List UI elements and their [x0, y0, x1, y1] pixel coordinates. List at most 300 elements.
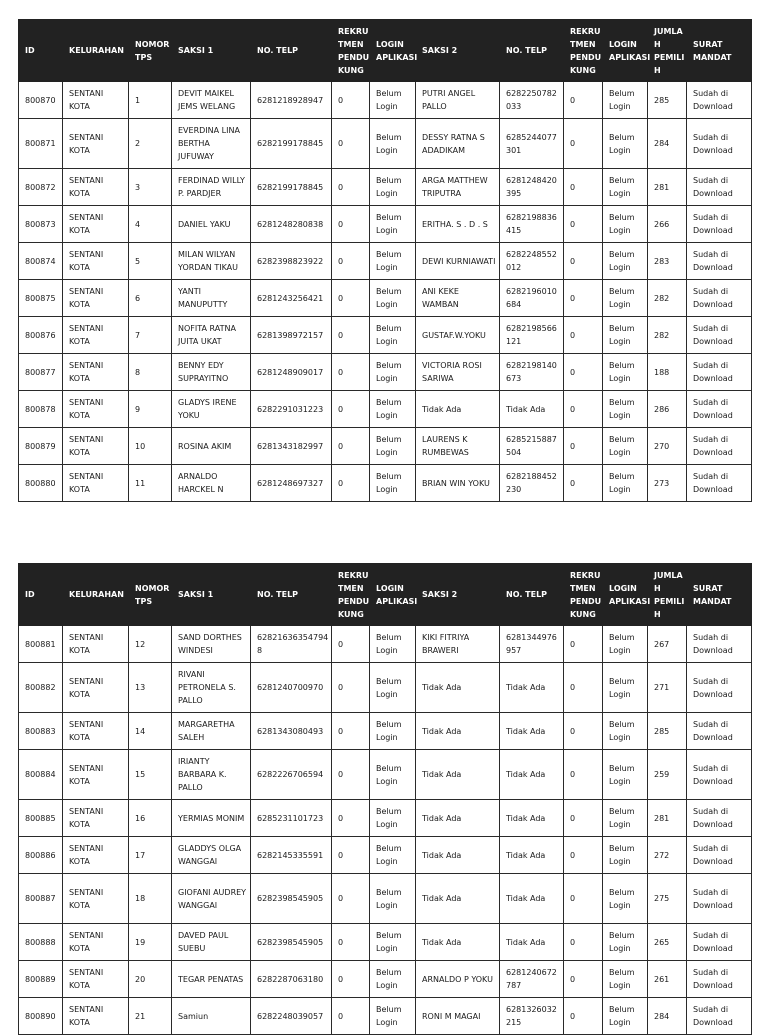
cell-rekrutmen-1: 0 [332, 243, 370, 280]
cell-no-telp-2: Tidak Ada [500, 391, 564, 428]
cell-nomor-tps: 8 [129, 354, 172, 391]
cell-jumlah-pemilih: 272 [648, 837, 687, 874]
cell-login-1: Belum Login [370, 874, 416, 924]
cell-login-1: Belum Login [370, 626, 416, 663]
header-login-1: LOGIN APLIKASI [370, 20, 416, 82]
cell-rekrutmen-1: 0 [332, 354, 370, 391]
cell-no-telp-1: 6282398545905 [251, 874, 332, 924]
cell-login-2: Belum Login [603, 800, 648, 837]
cell-saksi-2: RONI M MAGAI [416, 998, 500, 1035]
cell-id: 800886 [19, 837, 63, 874]
cell-id: 800879 [19, 428, 63, 465]
cell-login-2: Belum Login [603, 750, 648, 800]
cell-login-2: Belum Login [603, 280, 648, 317]
cell-rekrutmen-2: 0 [564, 837, 603, 874]
cell-saksi-2: DEWI KURNIAWATI [416, 243, 500, 280]
cell-rekrutmen-1: 0 [332, 713, 370, 750]
cell-no-telp-1: 6282199178845 [251, 169, 332, 206]
cell-id: 800890 [19, 998, 63, 1035]
cell-no-telp-1: 6281248697327 [251, 465, 332, 502]
cell-nomor-tps: 1 [129, 82, 172, 119]
cell-no-telp-1: 628216363547948 [251, 626, 332, 663]
cell-no-telp-2: 6282198566121 [500, 317, 564, 354]
cell-nomor-tps: 7 [129, 317, 172, 354]
table-row [19, 391, 752, 428]
cell-surat-mandat: Sudah di Download [687, 961, 752, 998]
cell-saksi-1: BENNY EDY SUPRAYITNO [172, 354, 251, 391]
cell-id: 800881 [19, 626, 63, 663]
cell-jumlah-pemilih: 265 [648, 924, 687, 961]
cell-surat-mandat: Sudah di Download [687, 837, 752, 874]
cell-login-1: Belum Login [370, 713, 416, 750]
cell-login-1: Belum Login [370, 317, 416, 354]
cell-no-telp-2: 6281248420395 [500, 169, 564, 206]
cell-nomor-tps: 13 [129, 663, 172, 713]
cell-nomor-tps: 11 [129, 465, 172, 502]
cell-no-telp-2: Tidak Ada [500, 713, 564, 750]
cell-surat-mandat: Sudah di Download [687, 354, 752, 391]
cell-no-telp-1: 6281243256421 [251, 280, 332, 317]
header-kelurahan: KELURAHAN [63, 564, 129, 626]
cell-kelurahan: SENTANI KOTA [63, 169, 129, 206]
cell-saksi-1: DEVIT MAIKEL JEMS WELANG [172, 82, 251, 119]
cell-id: 800885 [19, 800, 63, 837]
cell-kelurahan: SENTANI KOTA [63, 391, 129, 428]
header-saksi-2: SAKSI 2 [416, 564, 500, 626]
cell-saksi-2: GUSTAF.W.YOKU [416, 317, 500, 354]
cell-saksi-2: Tidak Ada [416, 874, 500, 924]
cell-no-telp-2: Tidak Ada [500, 837, 564, 874]
cell-login-1: Belum Login [370, 924, 416, 961]
cell-surat-mandat: Sudah di Download [687, 428, 752, 465]
cell-kelurahan: SENTANI KOTA [63, 998, 129, 1035]
table-row [19, 750, 752, 800]
cell-saksi-2: VICTORIA ROSI SARIWA [416, 354, 500, 391]
cell-jumlah-pemilih: 266 [648, 206, 687, 243]
cell-saksi-2: ANI KEKE WAMBAN [416, 280, 500, 317]
table-row [19, 169, 752, 206]
cell-saksi-2: Tidak Ada [416, 713, 500, 750]
cell-no-telp-2: 6281344976957 [500, 626, 564, 663]
table-row [19, 317, 752, 354]
cell-jumlah-pemilih: 273 [648, 465, 687, 502]
cell-no-telp-2: Tidak Ada [500, 874, 564, 924]
cell-nomor-tps: 16 [129, 800, 172, 837]
cell-rekrutmen-1: 0 [332, 119, 370, 169]
cell-jumlah-pemilih: 284 [648, 119, 687, 169]
cell-no-telp-1: 6282291031223 [251, 391, 332, 428]
cell-no-telp-1: 6281343182997 [251, 428, 332, 465]
cell-rekrutmen-1: 0 [332, 391, 370, 428]
cell-surat-mandat: Sudah di Download [687, 465, 752, 502]
cell-login-1: Belum Login [370, 428, 416, 465]
cell-login-2: Belum Login [603, 626, 648, 663]
cell-login-1: Belum Login [370, 961, 416, 998]
cell-no-telp-2: 6281326032215 [500, 998, 564, 1035]
cell-no-telp-2: Tidak Ada [500, 750, 564, 800]
cell-kelurahan: SENTANI KOTA [63, 280, 129, 317]
cell-jumlah-pemilih: 281 [648, 169, 687, 206]
cell-no-telp-2: 6281240672787 [500, 961, 564, 998]
cell-login-1: Belum Login [370, 465, 416, 502]
cell-surat-mandat: Sudah di Download [687, 169, 752, 206]
cell-surat-mandat: Sudah di Download [687, 280, 752, 317]
cell-surat-mandat: Sudah di Download [687, 119, 752, 169]
cell-no-telp-2: 6282196010684 [500, 280, 564, 317]
header-saksi-1: SAKSI 1 [172, 20, 251, 82]
cell-no-telp-2: 6282248552012 [500, 243, 564, 280]
cell-login-2: Belum Login [603, 713, 648, 750]
cell-no-telp-1: 6281218928947 [251, 82, 332, 119]
cell-id: 800873 [19, 206, 63, 243]
header-nomor-tps: NOMOR TPS [129, 20, 172, 82]
cell-rekrutmen-2: 0 [564, 961, 603, 998]
cell-login-1: Belum Login [370, 391, 416, 428]
cell-login-1: Belum Login [370, 82, 416, 119]
cell-login-2: Belum Login [603, 82, 648, 119]
cell-id: 800883 [19, 713, 63, 750]
cell-saksi-2: Tidak Ada [416, 924, 500, 961]
table-row [19, 626, 752, 663]
cell-kelurahan: SENTANI KOTA [63, 924, 129, 961]
cell-rekrutmen-1: 0 [332, 280, 370, 317]
cell-saksi-1: DAVED PAUL SUEBU [172, 924, 251, 961]
table-row [19, 119, 752, 169]
cell-saksi-1: NOFITA RATNA JUITA UKAT [172, 317, 251, 354]
cell-login-2: Belum Login [603, 206, 648, 243]
cell-login-2: Belum Login [603, 465, 648, 502]
cell-nomor-tps: 5 [129, 243, 172, 280]
cell-kelurahan: SENTANI KOTA [63, 243, 129, 280]
cell-no-telp-1: 6281343080493 [251, 713, 332, 750]
cell-rekrutmen-2: 0 [564, 924, 603, 961]
cell-saksi-2: ARGA MATTHEW TRIPUTRA [416, 169, 500, 206]
cell-nomor-tps: 9 [129, 391, 172, 428]
table-row [19, 837, 752, 874]
cell-no-telp-2: 6285215887504 [500, 428, 564, 465]
cell-nomor-tps: 14 [129, 713, 172, 750]
cell-saksi-1: GLADYS IRENE YOKU [172, 391, 251, 428]
cell-no-telp-2: Tidak Ada [500, 800, 564, 837]
cell-saksi-2: ERITHA. S . D . S [416, 206, 500, 243]
cell-rekrutmen-2: 0 [564, 82, 603, 119]
cell-rekrutmen-2: 0 [564, 626, 603, 663]
cell-nomor-tps: 20 [129, 961, 172, 998]
header-id: ID [19, 564, 63, 626]
cell-saksi-1: TEGAR PENATAS [172, 961, 251, 998]
cell-saksi-2: KIKI FITRIYA BRAWERI [416, 626, 500, 663]
cell-kelurahan: SENTANI KOTA [63, 465, 129, 502]
cell-login-2: Belum Login [603, 924, 648, 961]
header-jumlah-pemilih: JUMLA H PEMILI H [648, 20, 687, 82]
cell-nomor-tps: 21 [129, 998, 172, 1035]
cell-jumlah-pemilih: 283 [648, 243, 687, 280]
header-rekrutmen-2: REKRU TMEN PENDU KUNG [564, 20, 603, 82]
cell-rekrutmen-2: 0 [564, 169, 603, 206]
cell-login-2: Belum Login [603, 169, 648, 206]
cell-rekrutmen-2: 0 [564, 800, 603, 837]
cell-no-telp-1: 6285231101723 [251, 800, 332, 837]
cell-nomor-tps: 10 [129, 428, 172, 465]
cell-kelurahan: SENTANI KOTA [63, 961, 129, 998]
cell-rekrutmen-1: 0 [332, 924, 370, 961]
cell-kelurahan: SENTANI KOTA [63, 119, 129, 169]
cell-nomor-tps: 17 [129, 837, 172, 874]
cell-no-telp-1: 6282145335591 [251, 837, 332, 874]
cell-saksi-1: RIVANI PETRONELA S. PALLO [172, 663, 251, 713]
cell-id: 800887 [19, 874, 63, 924]
cell-rekrutmen-1: 0 [332, 428, 370, 465]
cell-saksi-1: ARNALDO HARCKEL N [172, 465, 251, 502]
header-rekrutmen-1: REKRU TMEN PENDU KUNG [332, 20, 370, 82]
cell-login-2: Belum Login [603, 243, 648, 280]
table-row [19, 206, 752, 243]
cell-login-2: Belum Login [603, 354, 648, 391]
cell-id: 800878 [19, 391, 63, 428]
cell-login-1: Belum Login [370, 354, 416, 391]
header-login-2: LOGIN APLIKASI [603, 564, 648, 626]
table-row [19, 82, 752, 119]
cell-jumlah-pemilih: 285 [648, 713, 687, 750]
cell-saksi-2: Tidak Ada [416, 391, 500, 428]
cell-id: 800889 [19, 961, 63, 998]
table-row [19, 354, 752, 391]
cell-no-telp-1: 6282398823922 [251, 243, 332, 280]
cell-rekrutmen-1: 0 [332, 750, 370, 800]
cell-saksi-1: YANTI MANUPUTTY [172, 280, 251, 317]
cell-id: 800872 [19, 169, 63, 206]
cell-kelurahan: SENTANI KOTA [63, 206, 129, 243]
cell-surat-mandat: Sudah di Download [687, 713, 752, 750]
cell-saksi-2: Tidak Ada [416, 800, 500, 837]
cell-no-telp-2: 6285244077301 [500, 119, 564, 169]
cell-rekrutmen-2: 0 [564, 280, 603, 317]
cell-surat-mandat: Sudah di Download [687, 206, 752, 243]
cell-saksi-1: EVERDINA LINA BERTHA JUFUWAY [172, 119, 251, 169]
cell-no-telp-1: 6282287063180 [251, 961, 332, 998]
cell-id: 800871 [19, 119, 63, 169]
cell-login-2: Belum Login [603, 663, 648, 713]
cell-surat-mandat: Sudah di Download [687, 998, 752, 1035]
cell-saksi-1: SAND DORTHES WINDESI [172, 626, 251, 663]
cell-rekrutmen-1: 0 [332, 961, 370, 998]
cell-rekrutmen-2: 0 [564, 317, 603, 354]
cell-rekrutmen-1: 0 [332, 465, 370, 502]
cell-surat-mandat: Sudah di Download [687, 924, 752, 961]
cell-kelurahan: SENTANI KOTA [63, 837, 129, 874]
cell-nomor-tps: 12 [129, 626, 172, 663]
cell-kelurahan: SENTANI KOTA [63, 713, 129, 750]
cell-rekrutmen-1: 0 [332, 626, 370, 663]
header-surat-mandat: SURAT MANDAT [687, 564, 752, 626]
table-row [19, 280, 752, 317]
cell-surat-mandat: Sudah di Download [687, 750, 752, 800]
header-nomor-tps: NOMOR TPS [129, 564, 172, 626]
cell-login-1: Belum Login [370, 280, 416, 317]
cell-no-telp-1: 6281248280838 [251, 206, 332, 243]
header-no-telp-1: NO. TELP [251, 20, 332, 82]
cell-jumlah-pemilih: 270 [648, 428, 687, 465]
cell-login-1: Belum Login [370, 837, 416, 874]
header-row [19, 20, 752, 82]
cell-id: 800870 [19, 82, 63, 119]
cell-id: 800888 [19, 924, 63, 961]
cell-surat-mandat: Sudah di Download [687, 391, 752, 428]
table-row [19, 428, 752, 465]
cell-surat-mandat: Sudah di Download [687, 626, 752, 663]
cell-saksi-1: MARGARETHA SALEH [172, 713, 251, 750]
cell-rekrutmen-2: 0 [564, 391, 603, 428]
cell-saksi-1: GLADDYS OLGA WANGGAI [172, 837, 251, 874]
cell-jumlah-pemilih: 275 [648, 874, 687, 924]
cell-rekrutmen-1: 0 [332, 837, 370, 874]
cell-no-telp-2: 6282188452230 [500, 465, 564, 502]
cell-saksi-2: PUTRI ANGEL PALLO [416, 82, 500, 119]
cell-login-2: Belum Login [603, 391, 648, 428]
cell-jumlah-pemilih: 285 [648, 82, 687, 119]
cell-nomor-tps: 2 [129, 119, 172, 169]
cell-jumlah-pemilih: 282 [648, 317, 687, 354]
header-jumlah-pemilih: JUMLA H PEMILI H [648, 564, 687, 626]
cell-surat-mandat: Sudah di Download [687, 663, 752, 713]
header-id: ID [19, 20, 63, 82]
cell-saksi-2: BRIAN WIN YOKU [416, 465, 500, 502]
header-no-telp-2: NO. TELP [500, 20, 564, 82]
cell-saksi-1: IRIANTY BARBARA K. PALLO [172, 750, 251, 800]
cell-login-1: Belum Login [370, 998, 416, 1035]
cell-no-telp-2: Tidak Ada [500, 663, 564, 713]
witness-table-2 [18, 563, 752, 1035]
cell-login-2: Belum Login [603, 837, 648, 874]
cell-saksi-1: FERDINAD WILLY P. PARDJER [172, 169, 251, 206]
cell-rekrutmen-1: 0 [332, 82, 370, 119]
cell-saksi-2: ARNALDO P YOKU [416, 961, 500, 998]
cell-rekrutmen-2: 0 [564, 663, 603, 713]
cell-id: 800877 [19, 354, 63, 391]
cell-rekrutmen-2: 0 [564, 874, 603, 924]
cell-rekrutmen-1: 0 [332, 800, 370, 837]
header-saksi-1: SAKSI 1 [172, 564, 251, 626]
cell-saksi-1: MILAN WILYAN YORDAN TIKAU [172, 243, 251, 280]
cell-saksi-2: Tidak Ada [416, 837, 500, 874]
cell-login-1: Belum Login [370, 243, 416, 280]
cell-kelurahan: SENTANI KOTA [63, 82, 129, 119]
cell-rekrutmen-2: 0 [564, 713, 603, 750]
cell-login-2: Belum Login [603, 874, 648, 924]
cell-kelurahan: SENTANI KOTA [63, 626, 129, 663]
cell-login-1: Belum Login [370, 663, 416, 713]
cell-surat-mandat: Sudah di Download [687, 82, 752, 119]
cell-kelurahan: SENTANI KOTA [63, 800, 129, 837]
cell-kelurahan: SENTANI KOTA [63, 750, 129, 800]
cell-no-telp-2: 6282250782033 [500, 82, 564, 119]
table-row [19, 713, 752, 750]
header-surat-mandat: SURAT MANDAT [687, 20, 752, 82]
cell-saksi-1: GIOFANI AUDREY WANGGAI [172, 874, 251, 924]
cell-no-telp-1: 6282199178845 [251, 119, 332, 169]
cell-saksi-1: YERMIAS MONIM [172, 800, 251, 837]
cell-id: 800882 [19, 663, 63, 713]
cell-id: 800874 [19, 243, 63, 280]
header-no-telp-1: NO. TELP [251, 564, 332, 626]
header-rekrutmen-2: REKRU TMEN PENDU KUNG [564, 564, 603, 626]
cell-rekrutmen-2: 0 [564, 243, 603, 280]
cell-surat-mandat: Sudah di Download [687, 800, 752, 837]
cell-login-2: Belum Login [603, 998, 648, 1035]
cell-no-telp-1: 6281398972157 [251, 317, 332, 354]
cell-no-telp-2: 6282198836415 [500, 206, 564, 243]
cell-saksi-1: Samiun [172, 998, 251, 1035]
table-row [19, 961, 752, 998]
cell-login-2: Belum Login [603, 119, 648, 169]
cell-rekrutmen-2: 0 [564, 354, 603, 391]
table-row [19, 800, 752, 837]
table-row [19, 998, 752, 1035]
cell-login-2: Belum Login [603, 961, 648, 998]
cell-nomor-tps: 15 [129, 750, 172, 800]
cell-rekrutmen-1: 0 [332, 317, 370, 354]
cell-rekrutmen-2: 0 [564, 465, 603, 502]
cell-saksi-2: DESSY RATNA S ADADIKAM [416, 119, 500, 169]
cell-no-telp-1: 6281240700970 [251, 663, 332, 713]
header-rekrutmen-1: REKRU TMEN PENDU KUNG [332, 564, 370, 626]
table-row [19, 465, 752, 502]
cell-nomor-tps: 4 [129, 206, 172, 243]
table-row [19, 924, 752, 961]
cell-jumlah-pemilih: 259 [648, 750, 687, 800]
cell-rekrutmen-1: 0 [332, 206, 370, 243]
header-no-telp-2: NO. TELP [500, 564, 564, 626]
cell-saksi-2: Tidak Ada [416, 663, 500, 713]
cell-rekrutmen-1: 0 [332, 663, 370, 713]
cell-rekrutmen-2: 0 [564, 206, 603, 243]
cell-login-1: Belum Login [370, 206, 416, 243]
cell-login-1: Belum Login [370, 119, 416, 169]
cell-jumlah-pemilih: 188 [648, 354, 687, 391]
cell-no-telp-1: 6281248909017 [251, 354, 332, 391]
header-saksi-2: SAKSI 2 [416, 20, 500, 82]
cell-rekrutmen-2: 0 [564, 428, 603, 465]
cell-no-telp-2: 6282198140673 [500, 354, 564, 391]
cell-no-telp-1: 6282248039057 [251, 998, 332, 1035]
cell-no-telp-1: 6282398545905 [251, 924, 332, 961]
cell-jumlah-pemilih: 271 [648, 663, 687, 713]
cell-jumlah-pemilih: 261 [648, 961, 687, 998]
cell-kelurahan: SENTANI KOTA [63, 354, 129, 391]
cell-kelurahan: SENTANI KOTA [63, 428, 129, 465]
cell-rekrutmen-2: 0 [564, 998, 603, 1035]
cell-saksi-2: Tidak Ada [416, 750, 500, 800]
cell-kelurahan: SENTANI KOTA [63, 663, 129, 713]
cell-rekrutmen-1: 0 [332, 874, 370, 924]
cell-saksi-2: LAURENS K RUMBEWAS [416, 428, 500, 465]
cell-rekrutmen-1: 0 [332, 169, 370, 206]
cell-kelurahan: SENTANI KOTA [63, 317, 129, 354]
cell-rekrutmen-2: 0 [564, 750, 603, 800]
cell-id: 800875 [19, 280, 63, 317]
cell-surat-mandat: Sudah di Download [687, 243, 752, 280]
cell-no-telp-1: 6282226706594 [251, 750, 332, 800]
cell-rekrutmen-1: 0 [332, 998, 370, 1035]
table-row [19, 243, 752, 280]
cell-saksi-1: ROSINA AKIM [172, 428, 251, 465]
header-kelurahan: KELURAHAN [63, 20, 129, 82]
cell-id: 800884 [19, 750, 63, 800]
cell-jumlah-pemilih: 286 [648, 391, 687, 428]
header-login-1: LOGIN APLIKASI [370, 564, 416, 626]
cell-nomor-tps: 18 [129, 874, 172, 924]
header-row [19, 564, 752, 626]
